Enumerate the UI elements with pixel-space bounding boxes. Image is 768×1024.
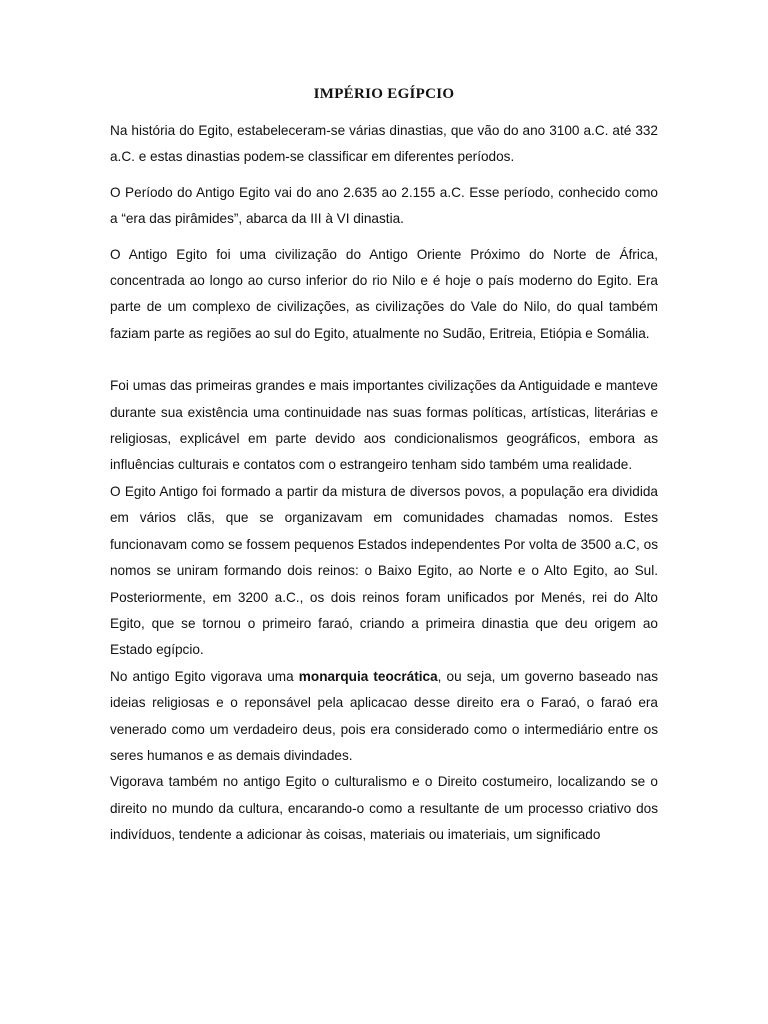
paragraph-dynasties: Na história do Egito, estabeleceram-se várias dinastias, que vão do ano 3100 a.C. até 332 a.C. e estas dinastias podem-se classificar em diferentes períodos. xyxy=(110,123,658,165)
paragraph-monarchy xyxy=(110,664,658,770)
monarchy-text-after: , ou seja, um governo baseado nas ideias religiosas e o reponsável pela aplicacao desse direito era o Faraó, o faraó era venerado como um verdadeiro deus, pois era considerado como o intermediário entre os seres humanos e as demais divindades. xyxy=(110,668,658,763)
paragraph-old-kingdom: O Período do Antigo Egito vai do ano 2.635 ao 2.155 a.C. Esse período, conhecido como a “era das pirâmides”, abarca da III à VI dinastia. xyxy=(110,184,658,227)
paragraph-civilization: Foi umas das primeiras grandes e mais importantes civilizações da Antiguidade e manteve durante sua existência uma continuidade nas suas formas políticas, artísticas, literárias e religiosas, explicável em parte devido aos condicionalismos geográficos, embora as influências culturais e contatos com o estrangeiro tenham sido também uma realidade. xyxy=(110,378,658,473)
monarchy-bold-term: monarquia teocrática xyxy=(298,668,438,684)
document-title: IMPÉRIO EGÍPCIO xyxy=(313,86,455,102)
monarchy-text-before: No antigo Egito vigorava uma xyxy=(110,668,299,684)
paragraph-formation: O Egito Antigo foi formado a partir da mistura de diversos povos, a população era dividida em vários clãs, que se organizavam em comunidades chamadas nomos. Estes funcionavam como se fossem pequenos Estados independentes Por volta de 3500 a.C, os nomos se uniram formando dois reinos: o Baixo Egito, ao Norte e o Alto Egito, ao Sul. Posteriormente, em 3200 a.C., os dois reinos foram unificados por Menés, rei do Alto Egito, que se tornou o primeiro faraó, criando a primeira dinastia que deu origem ao Estado egípcio. xyxy=(110,483,658,658)
paragraph-culturalism: Vigorava também no antigo Egito o culturalismo e o Direito costumeiro, localizando se o direito no mundo da cultura, encarando-o como a resultante de um processo criativo dos indivíduos, tendente a adicionar às coisas, materiais ou imateriais, um significado xyxy=(110,774,658,843)
paragraph-ancient-egypt: O Antigo Egito foi uma civilização do Antigo Oriente Próximo do Norte de África, concentrada ao longo ao curso inferior do rio Nilo e é hoje o país moderno do Egito. Era parte de um complexo de civilizações, as civilizações do Vale do Nilo, do qual também faziam parte as regiões ao sul do Egito, atualmente no Sudão, Eritreia, Etiópia e Somália. xyxy=(110,246,658,341)
document-page xyxy=(110,84,658,849)
